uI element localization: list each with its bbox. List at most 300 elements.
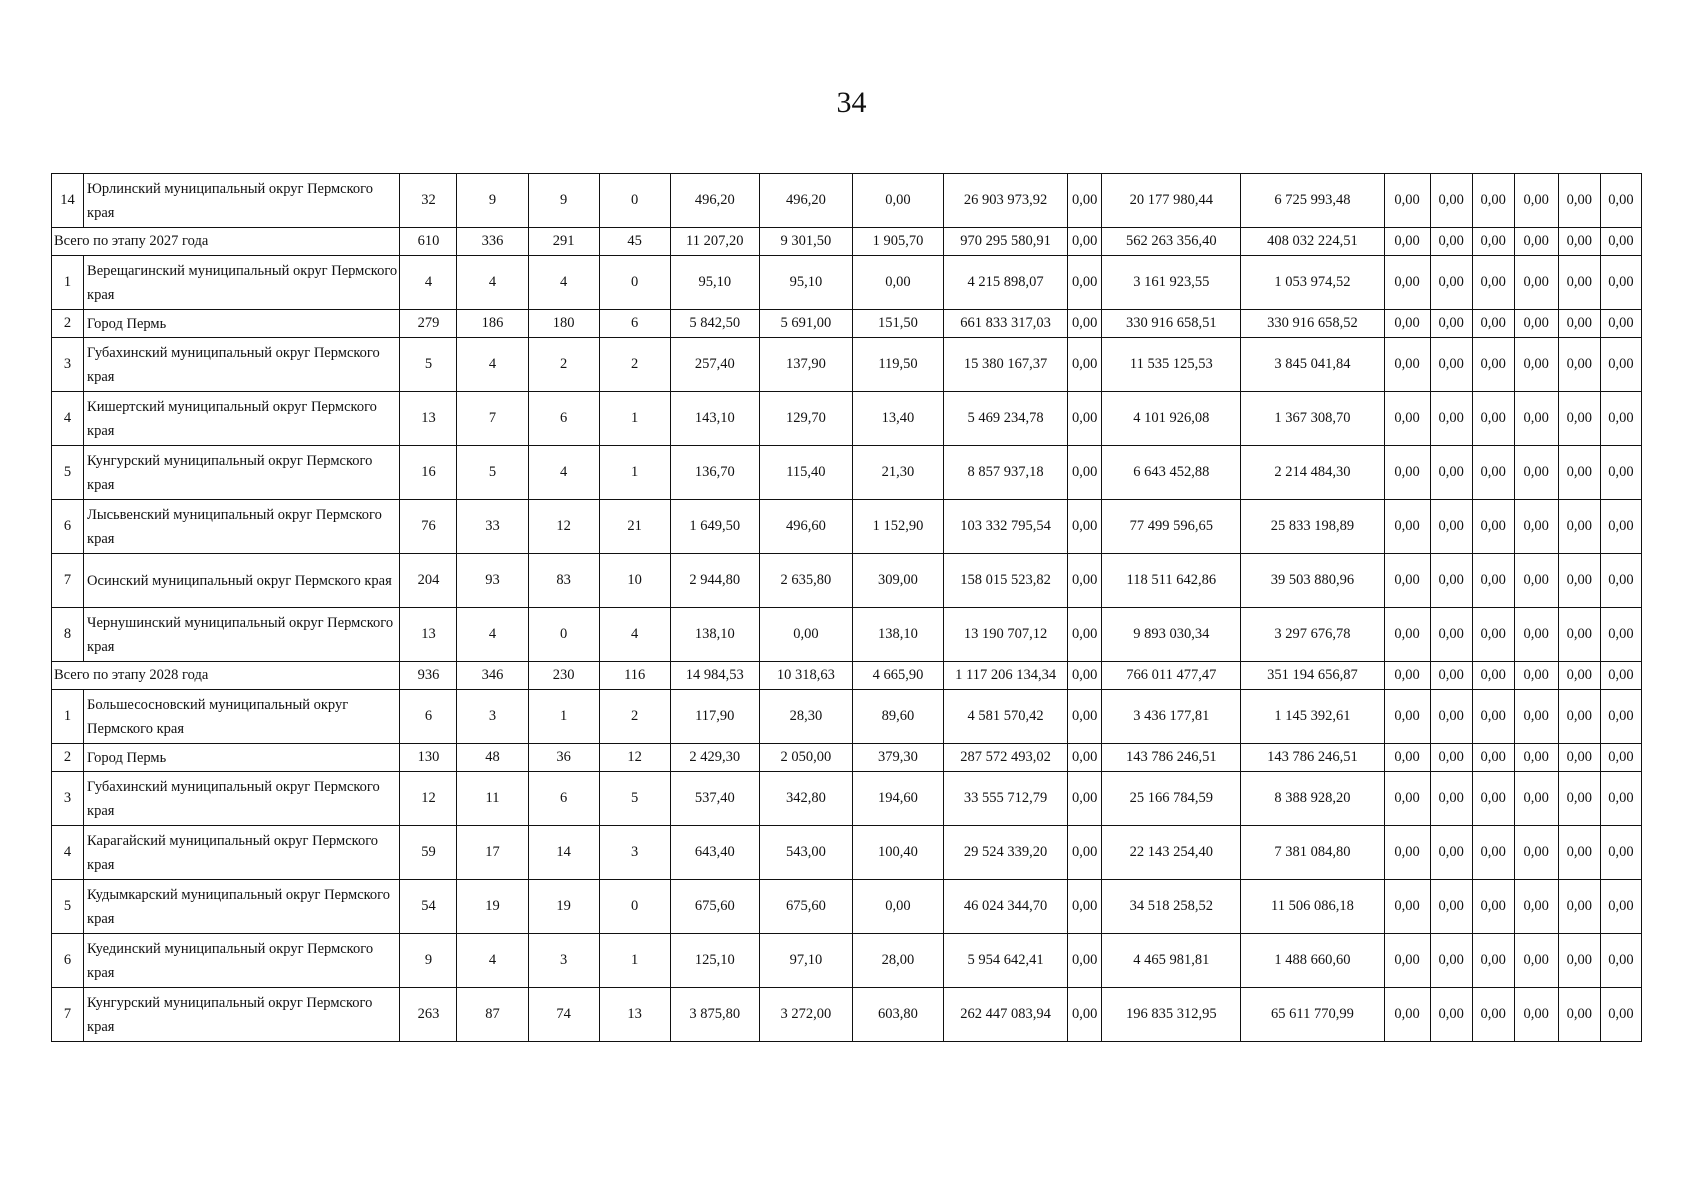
- table-row: [52, 772, 1642, 826]
- value-cell: 496,20: [670, 174, 759, 228]
- value-cell: 0,00: [1558, 256, 1600, 310]
- value-cell: 0,00: [1384, 228, 1430, 256]
- value-cell: 3 161 923,55: [1102, 256, 1241, 310]
- value-cell: 2: [528, 338, 599, 392]
- value-cell: 9: [400, 934, 457, 988]
- row-number: 7: [52, 988, 84, 1042]
- table-row: [52, 392, 1642, 446]
- value-cell: 10 318,63: [759, 662, 852, 690]
- value-cell: 0,00: [1600, 310, 1641, 338]
- value-cell: 0: [599, 880, 670, 934]
- value-cell: 309,00: [852, 554, 943, 608]
- value-cell: 15 380 167,37: [944, 338, 1068, 392]
- row-number: 3: [52, 338, 84, 392]
- value-cell: 0,00: [1472, 608, 1514, 662]
- value-cell: 95,10: [759, 256, 852, 310]
- table-row: [52, 338, 1642, 392]
- value-cell: 0,00: [1558, 608, 1600, 662]
- value-cell: 36: [528, 744, 599, 772]
- value-cell: 0,00: [1384, 256, 1430, 310]
- table-row-total: [52, 228, 1642, 256]
- value-cell: 1: [599, 446, 670, 500]
- value-cell: 28,30: [759, 690, 852, 744]
- value-cell: 5 469 234,78: [944, 392, 1068, 446]
- value-cell: 936: [400, 662, 457, 690]
- value-cell: 26 903 973,92: [944, 174, 1068, 228]
- value-cell: 46 024 344,70: [944, 880, 1068, 934]
- municipality-name: Куединский муниципальный округ Пермского края: [84, 934, 400, 988]
- value-cell: 17: [457, 826, 528, 880]
- value-cell: 0,00: [1430, 174, 1472, 228]
- value-cell: 3 845 041,84: [1241, 338, 1384, 392]
- value-cell: 5: [457, 446, 528, 500]
- value-cell: 330 916 658,51: [1102, 310, 1241, 338]
- value-cell: 257,40: [670, 338, 759, 392]
- value-cell: 117,90: [670, 690, 759, 744]
- value-cell: 4: [400, 256, 457, 310]
- value-cell: 0,00: [1514, 174, 1558, 228]
- value-cell: 0,00: [1558, 880, 1600, 934]
- value-cell: 97,10: [759, 934, 852, 988]
- value-cell: 158 015 523,82: [944, 554, 1068, 608]
- value-cell: 0,00: [1558, 310, 1600, 338]
- value-cell: 4 665,90: [852, 662, 943, 690]
- row-number: 2: [52, 310, 84, 338]
- value-cell: 5: [599, 772, 670, 826]
- value-cell: 0,00: [1384, 446, 1430, 500]
- value-cell: 125,10: [670, 934, 759, 988]
- value-cell: 0,00: [1514, 228, 1558, 256]
- value-cell: 0,00: [1472, 826, 1514, 880]
- value-cell: 0,00: [1472, 662, 1514, 690]
- municipality-name: Верещагинский муниципальный округ Пермского края: [84, 256, 400, 310]
- value-cell: 0,00: [1068, 772, 1102, 826]
- value-cell: 2 050,00: [759, 744, 852, 772]
- value-cell: 1: [599, 934, 670, 988]
- value-cell: 0,00: [1384, 988, 1430, 1042]
- value-cell: 0: [599, 174, 670, 228]
- municipality-name: Карагайский муниципальный округ Пермского края: [84, 826, 400, 880]
- value-cell: 0,00: [1430, 662, 1472, 690]
- value-cell: 230: [528, 662, 599, 690]
- table-row: [52, 310, 1642, 338]
- municipality-name: Город Пермь: [84, 744, 400, 772]
- value-cell: 6: [400, 690, 457, 744]
- row-number: 4: [52, 826, 84, 880]
- value-cell: 59: [400, 826, 457, 880]
- table-row: [52, 744, 1642, 772]
- value-cell: 0,00: [1068, 744, 1102, 772]
- value-cell: 4: [457, 256, 528, 310]
- value-cell: 103 332 795,54: [944, 500, 1068, 554]
- value-cell: 28,00: [852, 934, 943, 988]
- value-cell: 0,00: [1430, 256, 1472, 310]
- value-cell: 1 367 308,70: [1241, 392, 1384, 446]
- value-cell: 2: [599, 690, 670, 744]
- value-cell: 0,00: [1558, 338, 1600, 392]
- value-cell: 65 611 770,99: [1241, 988, 1384, 1042]
- value-cell: 0,00: [1600, 608, 1641, 662]
- value-cell: 11 506 086,18: [1241, 880, 1384, 934]
- value-cell: 0,00: [1600, 988, 1641, 1042]
- value-cell: 1: [599, 392, 670, 446]
- value-cell: 0,00: [1068, 988, 1102, 1042]
- value-cell: 0,00: [1558, 662, 1600, 690]
- value-cell: 77 499 596,65: [1102, 500, 1241, 554]
- value-cell: 0,00: [1514, 310, 1558, 338]
- value-cell: 0,00: [1514, 256, 1558, 310]
- value-cell: 6: [528, 772, 599, 826]
- value-cell: 0,00: [1472, 772, 1514, 826]
- value-cell: 0,00: [1384, 826, 1430, 880]
- value-cell: 39 503 880,96: [1241, 554, 1384, 608]
- table-row: [52, 826, 1642, 880]
- value-cell: 0,00: [1068, 554, 1102, 608]
- value-cell: 408 032 224,51: [1241, 228, 1384, 256]
- value-cell: 0,00: [1514, 554, 1558, 608]
- value-cell: 136,70: [670, 446, 759, 500]
- value-cell: 543,00: [759, 826, 852, 880]
- value-cell: 1 053 974,52: [1241, 256, 1384, 310]
- value-cell: 4: [457, 934, 528, 988]
- value-cell: 19: [528, 880, 599, 934]
- value-cell: 129,70: [759, 392, 852, 446]
- value-cell: 48: [457, 744, 528, 772]
- value-cell: 0,00: [1430, 880, 1472, 934]
- value-cell: 496,20: [759, 174, 852, 228]
- value-cell: 263: [400, 988, 457, 1042]
- value-cell: 0,00: [1472, 690, 1514, 744]
- value-cell: 0,00: [1384, 744, 1430, 772]
- value-cell: 14: [528, 826, 599, 880]
- value-cell: 130: [400, 744, 457, 772]
- value-cell: 3 272,00: [759, 988, 852, 1042]
- value-cell: 0,00: [1472, 500, 1514, 554]
- value-cell: 0,00: [1430, 988, 1472, 1042]
- row-number: 2: [52, 744, 84, 772]
- value-cell: 0,00: [1600, 446, 1641, 500]
- value-cell: 13 190 707,12: [944, 608, 1068, 662]
- value-cell: 143 786 246,51: [1102, 744, 1241, 772]
- municipality-name: Губахинский муниципальный округ Пермского края: [84, 338, 400, 392]
- value-cell: 33 555 712,79: [944, 772, 1068, 826]
- value-cell: 0: [599, 256, 670, 310]
- value-cell: 3: [528, 934, 599, 988]
- value-cell: 0,00: [1068, 500, 1102, 554]
- value-cell: 0,00: [1430, 772, 1472, 826]
- value-cell: 0,00: [1514, 446, 1558, 500]
- row-number: 6: [52, 500, 84, 554]
- value-cell: 0,00: [1430, 934, 1472, 988]
- value-cell: 0,00: [852, 880, 943, 934]
- value-cell: 2 429,30: [670, 744, 759, 772]
- value-cell: 12: [528, 500, 599, 554]
- value-cell: 0,00: [1600, 826, 1641, 880]
- value-cell: 137,90: [759, 338, 852, 392]
- value-cell: 3 436 177,81: [1102, 690, 1241, 744]
- value-cell: 0,00: [852, 174, 943, 228]
- value-cell: 5 954 642,41: [944, 934, 1068, 988]
- value-cell: 0,00: [1558, 228, 1600, 256]
- value-cell: 4 465 981,81: [1102, 934, 1241, 988]
- value-cell: 1 649,50: [670, 500, 759, 554]
- value-cell: 89,60: [852, 690, 943, 744]
- municipality-name: Кудымкарский муниципальный округ Пермского края: [84, 880, 400, 934]
- value-cell: 1 117 206 134,34: [944, 662, 1068, 690]
- value-cell: 0,00: [1472, 446, 1514, 500]
- value-cell: 0,00: [1430, 690, 1472, 744]
- value-cell: 0,00: [1068, 880, 1102, 934]
- value-cell: 1 145 392,61: [1241, 690, 1384, 744]
- value-cell: 0,00: [1430, 826, 1472, 880]
- value-cell: 19: [457, 880, 528, 934]
- value-cell: 379,30: [852, 744, 943, 772]
- municipality-name: Губахинский муниципальный округ Пермского края: [84, 772, 400, 826]
- value-cell: 95,10: [670, 256, 759, 310]
- value-cell: 0,00: [1472, 256, 1514, 310]
- row-number: 5: [52, 880, 84, 934]
- value-cell: 7: [457, 392, 528, 446]
- value-cell: 0,00: [1430, 500, 1472, 554]
- row-number: 1: [52, 690, 84, 744]
- table-row: [52, 934, 1642, 988]
- total-label: Всего по этапу 2028 года: [52, 662, 400, 690]
- value-cell: 0,00: [1472, 174, 1514, 228]
- value-cell: 0,00: [1514, 392, 1558, 446]
- value-cell: 9: [528, 174, 599, 228]
- value-cell: 119,50: [852, 338, 943, 392]
- value-cell: 0,00: [1384, 392, 1430, 446]
- value-cell: 116: [599, 662, 670, 690]
- value-cell: 6 725 993,48: [1241, 174, 1384, 228]
- value-cell: 610: [400, 228, 457, 256]
- value-cell: 330 916 658,52: [1241, 310, 1384, 338]
- value-cell: 115,40: [759, 446, 852, 500]
- value-cell: 5 842,50: [670, 310, 759, 338]
- value-cell: 11 207,20: [670, 228, 759, 256]
- value-cell: 0,00: [1068, 826, 1102, 880]
- municipality-name: Город Пермь: [84, 310, 400, 338]
- value-cell: 1 905,70: [852, 228, 943, 256]
- value-cell: 8 857 937,18: [944, 446, 1068, 500]
- value-cell: 766 011 477,47: [1102, 662, 1241, 690]
- value-cell: 0,00: [1600, 772, 1641, 826]
- value-cell: 0,00: [1558, 446, 1600, 500]
- value-cell: 2 944,80: [670, 554, 759, 608]
- value-cell: 180: [528, 310, 599, 338]
- value-cell: 9 893 030,34: [1102, 608, 1241, 662]
- table-row-total: [52, 662, 1642, 690]
- value-cell: 5 691,00: [759, 310, 852, 338]
- value-cell: 12: [400, 772, 457, 826]
- value-cell: 287 572 493,02: [944, 744, 1068, 772]
- value-cell: 5: [400, 338, 457, 392]
- table-row: [52, 256, 1642, 310]
- row-number: 6: [52, 934, 84, 988]
- value-cell: 9: [457, 174, 528, 228]
- value-cell: 3: [599, 826, 670, 880]
- value-cell: 1 488 660,60: [1241, 934, 1384, 988]
- value-cell: 643,40: [670, 826, 759, 880]
- row-number: 7: [52, 554, 84, 608]
- value-cell: 0,00: [1384, 500, 1430, 554]
- value-cell: 970 295 580,91: [944, 228, 1068, 256]
- value-cell: 0,00: [1558, 500, 1600, 554]
- value-cell: 0,00: [1430, 446, 1472, 500]
- value-cell: 0,00: [1384, 690, 1430, 744]
- value-cell: 0,00: [1068, 608, 1102, 662]
- value-cell: 0,00: [1430, 744, 1472, 772]
- value-cell: 0,00: [1430, 392, 1472, 446]
- value-cell: 0,00: [1514, 880, 1558, 934]
- value-cell: 0,00: [759, 608, 852, 662]
- municipality-name: Лысьвенский муниципальный округ Пермского края: [84, 500, 400, 554]
- value-cell: 346: [457, 662, 528, 690]
- value-cell: 1: [528, 690, 599, 744]
- value-cell: 562 263 356,40: [1102, 228, 1241, 256]
- value-cell: 0,00: [1600, 934, 1641, 988]
- value-cell: 138,10: [670, 608, 759, 662]
- row-number: 14: [52, 174, 84, 228]
- value-cell: 661 833 317,03: [944, 310, 1068, 338]
- value-cell: 83: [528, 554, 599, 608]
- value-cell: 13: [400, 608, 457, 662]
- value-cell: 0,00: [1384, 608, 1430, 662]
- value-cell: 20 177 980,44: [1102, 174, 1241, 228]
- value-cell: 0,00: [1558, 392, 1600, 446]
- value-cell: 54: [400, 880, 457, 934]
- value-cell: 0,00: [1514, 338, 1558, 392]
- value-cell: 0,00: [1558, 744, 1600, 772]
- value-cell: 0,00: [1600, 256, 1641, 310]
- value-cell: 351 194 656,87: [1241, 662, 1384, 690]
- municipality-name: Кунгурский муниципальный округ Пермского края: [84, 988, 400, 1042]
- data-table: [51, 173, 1642, 1042]
- value-cell: 13: [599, 988, 670, 1042]
- value-cell: 0,00: [1430, 228, 1472, 256]
- value-cell: 0,00: [1600, 662, 1641, 690]
- value-cell: 0,00: [1600, 174, 1641, 228]
- value-cell: 0,00: [1472, 554, 1514, 608]
- value-cell: 13,40: [852, 392, 943, 446]
- value-cell: 0,00: [1384, 772, 1430, 826]
- value-cell: 186: [457, 310, 528, 338]
- value-cell: 0,00: [1068, 228, 1102, 256]
- value-cell: 4: [457, 338, 528, 392]
- value-cell: 0,00: [1600, 554, 1641, 608]
- value-cell: 4: [528, 446, 599, 500]
- municipality-name: Большесосновский муниципальный округ Пермского края: [84, 690, 400, 744]
- value-cell: 6 643 452,88: [1102, 446, 1241, 500]
- value-cell: 11 535 125,53: [1102, 338, 1241, 392]
- value-cell: 4 215 898,07: [944, 256, 1068, 310]
- value-cell: 0,00: [1558, 934, 1600, 988]
- value-cell: 3 875,80: [670, 988, 759, 1042]
- value-cell: 0,00: [1514, 690, 1558, 744]
- value-cell: 0,00: [1472, 338, 1514, 392]
- value-cell: 7 381 084,80: [1241, 826, 1384, 880]
- municipality-name: Юрлинский муниципальный округ Пермского края: [84, 174, 400, 228]
- value-cell: 9 301,50: [759, 228, 852, 256]
- value-cell: 0,00: [1068, 392, 1102, 446]
- value-cell: 0,00: [1384, 880, 1430, 934]
- value-cell: 336: [457, 228, 528, 256]
- value-cell: 0,00: [1430, 310, 1472, 338]
- value-cell: 0,00: [1384, 554, 1430, 608]
- municipality-name: Осинский муниципальный округ Пермского края: [84, 554, 400, 608]
- value-cell: 76: [400, 500, 457, 554]
- value-cell: 0,00: [1430, 338, 1472, 392]
- value-cell: 118 511 642,86: [1102, 554, 1241, 608]
- value-cell: 0,00: [1558, 772, 1600, 826]
- value-cell: 0,00: [1558, 826, 1600, 880]
- value-cell: 342,80: [759, 772, 852, 826]
- value-cell: 0,00: [1600, 228, 1641, 256]
- municipality-name: Кунгурский муниципальный округ Пермского края: [84, 446, 400, 500]
- value-cell: 0,00: [1384, 174, 1430, 228]
- value-cell: 0,00: [1514, 744, 1558, 772]
- value-cell: 0,00: [1068, 662, 1102, 690]
- value-cell: 0,00: [1068, 338, 1102, 392]
- value-cell: 1 152,90: [852, 500, 943, 554]
- value-cell: 29 524 339,20: [944, 826, 1068, 880]
- value-cell: 0,00: [1514, 500, 1558, 554]
- value-cell: 0,00: [1472, 988, 1514, 1042]
- table-row: [52, 446, 1642, 500]
- row-number: 3: [52, 772, 84, 826]
- table-row: [52, 500, 1642, 554]
- value-cell: 21,30: [852, 446, 943, 500]
- value-cell: 0,00: [1068, 934, 1102, 988]
- value-cell: 0,00: [1472, 744, 1514, 772]
- value-cell: 33: [457, 500, 528, 554]
- value-cell: 25 166 784,59: [1102, 772, 1241, 826]
- value-cell: 0,00: [1600, 500, 1641, 554]
- value-cell: 675,60: [670, 880, 759, 934]
- value-cell: 0,00: [1558, 554, 1600, 608]
- value-cell: 0,00: [1068, 256, 1102, 310]
- value-cell: 0,00: [1558, 174, 1600, 228]
- value-cell: 74: [528, 988, 599, 1042]
- value-cell: 0,00: [1068, 446, 1102, 500]
- value-cell: 143,10: [670, 392, 759, 446]
- value-cell: 143 786 246,51: [1241, 744, 1384, 772]
- municipality-name: Кишертский муниципальный округ Пермского края: [84, 392, 400, 446]
- value-cell: 0,00: [1514, 772, 1558, 826]
- value-cell: 12: [599, 744, 670, 772]
- table-body: [52, 174, 1642, 1042]
- value-cell: 0,00: [1558, 690, 1600, 744]
- value-cell: 11: [457, 772, 528, 826]
- value-cell: 0,00: [1430, 608, 1472, 662]
- value-cell: 13: [400, 392, 457, 446]
- value-cell: 0,00: [1068, 174, 1102, 228]
- value-cell: 0,00: [1472, 310, 1514, 338]
- value-cell: 4 101 926,08: [1102, 392, 1241, 446]
- value-cell: 45: [599, 228, 670, 256]
- value-cell: 4: [528, 256, 599, 310]
- value-cell: 0,00: [1600, 880, 1641, 934]
- value-cell: 0,00: [1600, 338, 1641, 392]
- value-cell: 151,50: [852, 310, 943, 338]
- value-cell: 0,00: [1384, 662, 1430, 690]
- value-cell: 0,00: [1600, 392, 1641, 446]
- table-row: [52, 554, 1642, 608]
- value-cell: 291: [528, 228, 599, 256]
- value-cell: 279: [400, 310, 457, 338]
- value-cell: 0,00: [1558, 988, 1600, 1042]
- table-row: [52, 988, 1642, 1042]
